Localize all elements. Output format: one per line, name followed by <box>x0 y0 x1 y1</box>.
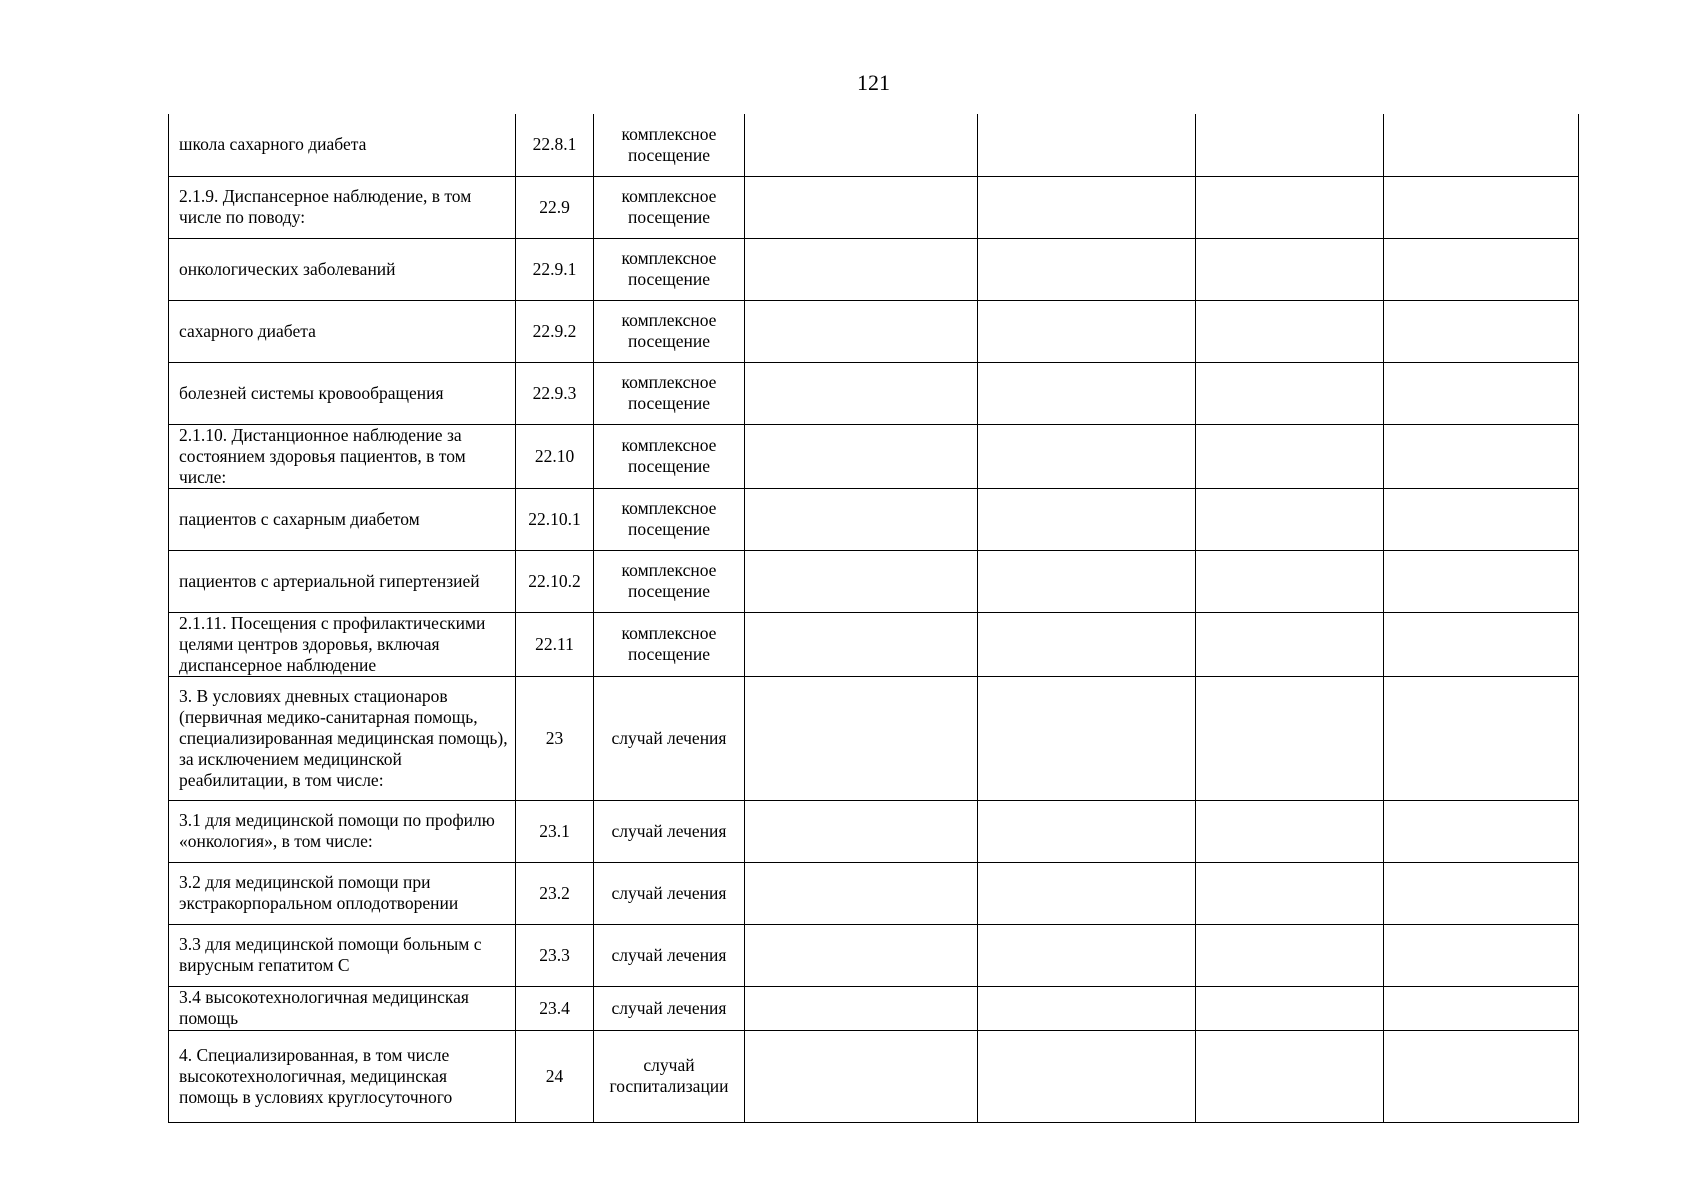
value-cell <box>1196 488 1384 550</box>
row-unit: комплексное посещение <box>594 612 745 676</box>
row-unit: комплексное посещение <box>594 114 745 176</box>
value-cell <box>1384 424 1579 488</box>
row-code: 22.9.2 <box>516 300 594 362</box>
row-code: 22.10.1 <box>516 488 594 550</box>
row-description: 3. В условиях дневных стационаров (первичная медико-санитарная помощь, специализированная медицинская помощь), за исключением медицинской реабилитации, в том числе: <box>169 676 516 800</box>
table-row <box>169 488 1579 550</box>
row-description: 2.1.11. Посещения с профилактическими целями центров здоровья, включая диспансерное наблюдение <box>169 612 516 676</box>
value-cell <box>978 800 1196 862</box>
table-row <box>169 862 1579 924</box>
row-unit: комплексное посещение <box>594 300 745 362</box>
row-code: 22.9.1 <box>516 238 594 300</box>
value-cell <box>1384 176 1579 238</box>
row-unit: случай лечения <box>594 862 745 924</box>
value-cell <box>978 550 1196 612</box>
value-cell <box>745 488 978 550</box>
row-description: онкологических заболеваний <box>169 238 516 300</box>
value-cell <box>1384 676 1579 800</box>
table-row <box>169 424 1579 488</box>
row-description: 4. Специализированная, в том числе высокотехнологичная, медицинская помощь в условиях круглосуточного <box>169 1030 516 1122</box>
value-cell <box>745 862 978 924</box>
row-code: 23 <box>516 676 594 800</box>
row-code: 23.1 <box>516 800 594 862</box>
row-description: школа сахарного диабета <box>169 114 516 176</box>
table-row <box>169 924 1579 986</box>
value-cell <box>1384 114 1579 176</box>
value-cell <box>745 362 978 424</box>
row-code: 23.4 <box>516 986 594 1030</box>
table-row <box>169 238 1579 300</box>
table-row <box>169 612 1579 676</box>
row-unit: случай госпитализации <box>594 1030 745 1122</box>
row-unit: комплексное посещение <box>594 550 745 612</box>
value-cell <box>1384 362 1579 424</box>
row-unit: комплексное посещение <box>594 176 745 238</box>
value-cell <box>745 1030 978 1122</box>
value-cell <box>978 424 1196 488</box>
value-cell <box>1384 1030 1579 1122</box>
row-unit: случай лечения <box>594 924 745 986</box>
value-cell <box>745 986 978 1030</box>
value-cell <box>1196 924 1384 986</box>
row-unit: комплексное посещение <box>594 424 745 488</box>
value-cell <box>1384 300 1579 362</box>
value-cell <box>745 238 978 300</box>
table-row <box>169 986 1579 1030</box>
row-unit: случай лечения <box>594 800 745 862</box>
table-row <box>169 550 1579 612</box>
value-cell <box>978 612 1196 676</box>
table-row <box>169 676 1579 800</box>
value-cell <box>1384 986 1579 1030</box>
row-description: 3.1 для медицинской помощи по профилю «онкология», в том числе: <box>169 800 516 862</box>
value-cell <box>1196 862 1384 924</box>
value-cell <box>745 300 978 362</box>
value-cell <box>978 862 1196 924</box>
value-cell <box>1196 176 1384 238</box>
value-cell <box>978 114 1196 176</box>
row-unit: случай лечения <box>594 676 745 800</box>
value-cell <box>1196 238 1384 300</box>
value-cell <box>1384 924 1579 986</box>
table-row <box>169 362 1579 424</box>
row-unit: случай лечения <box>594 986 745 1030</box>
row-description: 2.1.9. Диспансерное наблюдение, в том числе по поводу: <box>169 176 516 238</box>
table-row <box>169 300 1579 362</box>
row-unit: комплексное посещение <box>594 238 745 300</box>
value-cell <box>745 924 978 986</box>
row-code: 22.10.2 <box>516 550 594 612</box>
value-cell <box>978 986 1196 1030</box>
value-cell <box>978 176 1196 238</box>
row-description: сахарного диабета <box>169 300 516 362</box>
row-code: 23.2 <box>516 862 594 924</box>
row-description: 3.4 высокотехнологичная медицинская помощь <box>169 986 516 1030</box>
row-code: 22.9 <box>516 176 594 238</box>
value-cell <box>1196 362 1384 424</box>
value-cell <box>745 800 978 862</box>
value-cell <box>1196 550 1384 612</box>
row-code: 24 <box>516 1030 594 1122</box>
value-cell <box>978 488 1196 550</box>
value-cell <box>978 300 1196 362</box>
row-description: 3.3 для медицинской помощи больным с вирусным гепатитом С <box>169 924 516 986</box>
row-description: 3.2 для медицинской помощи при экстракорпоральном оплодотворении <box>169 862 516 924</box>
row-unit: комплексное посещение <box>594 488 745 550</box>
value-cell <box>745 176 978 238</box>
row-description: болезней системы кровообращения <box>169 362 516 424</box>
value-cell <box>1384 488 1579 550</box>
value-cell <box>745 114 978 176</box>
row-code: 22.8.1 <box>516 114 594 176</box>
row-description: 2.1.10. Дистанционное наблюдение за состоянием здоровья пациентов, в том числе: <box>169 424 516 488</box>
data-table <box>168 114 1579 1123</box>
value-cell <box>1196 612 1384 676</box>
value-cell <box>745 676 978 800</box>
value-cell <box>1384 862 1579 924</box>
value-cell <box>1384 612 1579 676</box>
value-cell <box>1384 550 1579 612</box>
value-cell <box>1196 1030 1384 1122</box>
value-cell <box>1196 986 1384 1030</box>
row-code: 22.9.3 <box>516 362 594 424</box>
value-cell <box>978 1030 1196 1122</box>
row-description: пациентов с сахарным диабетом <box>169 488 516 550</box>
table-row <box>169 114 1579 176</box>
value-cell <box>745 550 978 612</box>
value-cell <box>1384 238 1579 300</box>
value-cell <box>978 924 1196 986</box>
value-cell <box>978 238 1196 300</box>
value-cell <box>1196 300 1384 362</box>
value-cell <box>1196 424 1384 488</box>
value-cell <box>745 424 978 488</box>
value-cell <box>1196 800 1384 862</box>
page-number: 121 <box>857 70 890 95</box>
table-row <box>169 1030 1579 1122</box>
value-cell <box>1196 114 1384 176</box>
value-cell <box>1196 676 1384 800</box>
table-row <box>169 176 1579 238</box>
value-cell <box>1384 800 1579 862</box>
row-code: 22.10 <box>516 424 594 488</box>
row-unit: комплексное посещение <box>594 362 745 424</box>
row-code: 22.11 <box>516 612 594 676</box>
row-description: пациентов с артериальной гипертензией <box>169 550 516 612</box>
value-cell <box>978 676 1196 800</box>
table-row <box>169 800 1579 862</box>
value-cell <box>745 612 978 676</box>
row-code: 23.3 <box>516 924 594 986</box>
value-cell <box>978 362 1196 424</box>
